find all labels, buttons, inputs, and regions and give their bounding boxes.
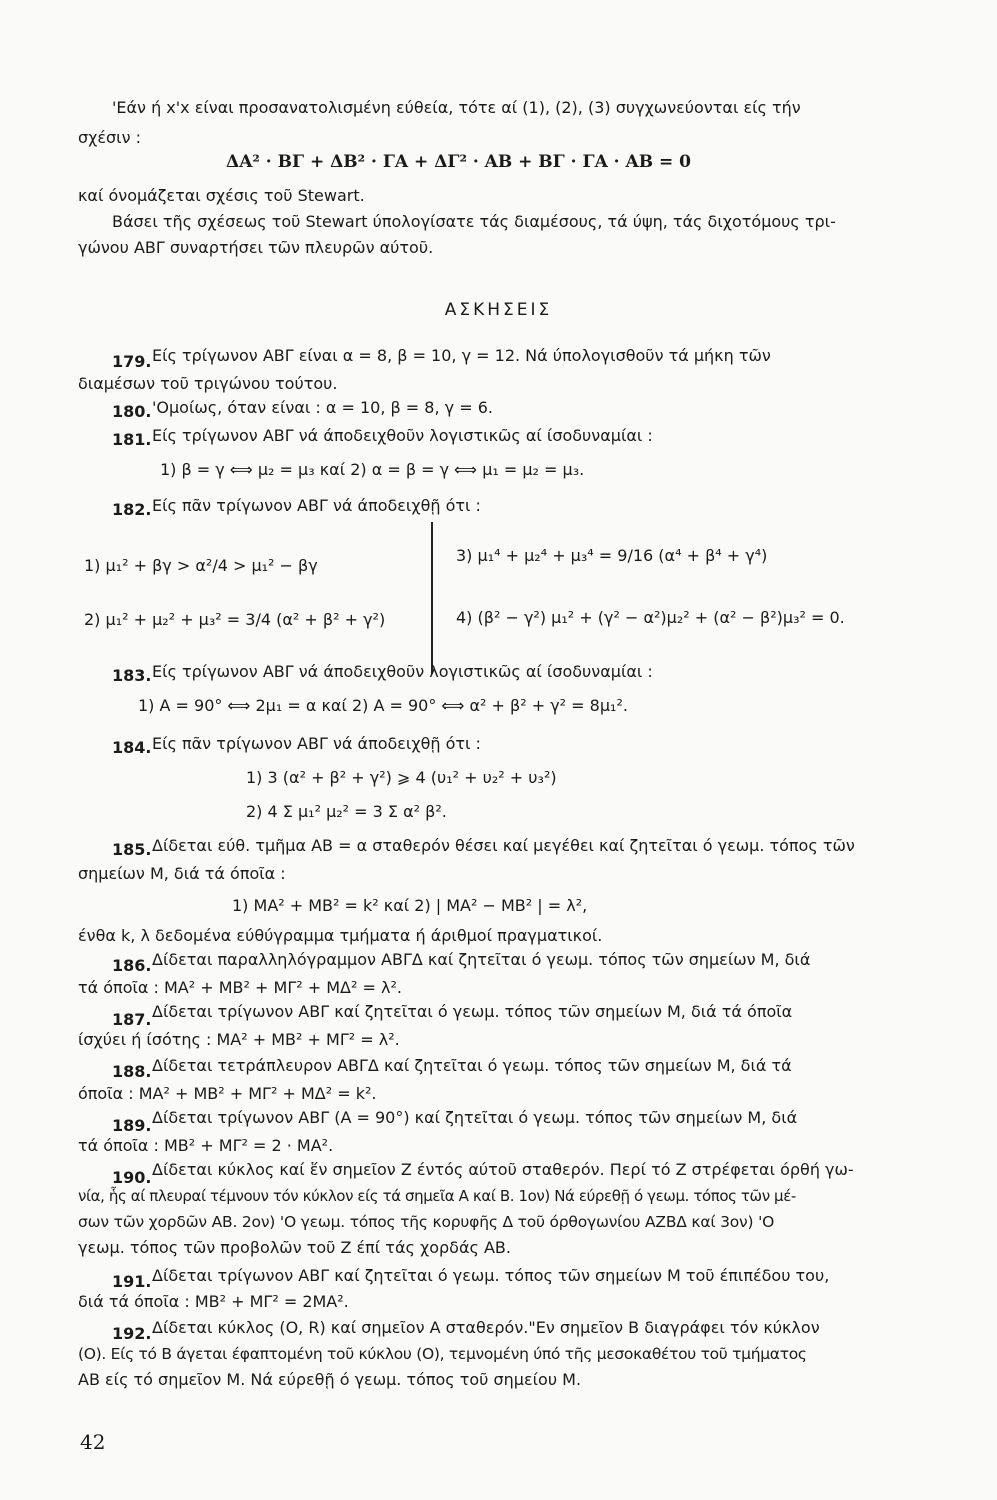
exercise-number: 181.: [112, 430, 152, 449]
equivalence-line: 1) β = γ ⟺ μ₂ = μ₃ καί 2) α = β = γ ⟺ μ₁ = μ₂ = μ₃.: [160, 460, 585, 479]
exercise-text: ίσχύει ή ίσότης : ΜΑ² + ΜΒ² + ΜΓ² = λ².: [78, 1030, 400, 1049]
exercise-text: Δίδεται τρίγωνον ΑΒΓ καί ζητεῖται ό γεωμ. τόπος τῶν σημείων Μ, διά τά όποῖα: [152, 1002, 793, 1021]
exercise-number: 191.: [112, 1272, 152, 1291]
exercise-text: Δίδεται τρίγωνον ΑΒΓ καί ζητεῖται ό γεωμ. τόπος τῶν σημείων Μ τοῦ έπιπέδου του,: [152, 1266, 830, 1285]
exercise-text: Δίδεται εύθ. τμῆμα ΑΒ = α σταθερόν θέσει καί μεγέθει καί ζητεῖται ό γεωμ. τόπος τῶν: [152, 836, 855, 855]
exercise-text: διά τά όποῖα : ΜΒ² + ΜΓ² = 2ΜΑ².: [78, 1292, 349, 1311]
section-heading: ΑΣΚΗΣΕΙΣ: [444, 300, 553, 320]
column-divider: [431, 522, 433, 674]
exercise-text: ΑΒ είς τό σημεῖον Μ. Νά εύρεθῇ ό γεωμ. τόπος τοῦ σημείου Μ.: [78, 1370, 582, 1389]
text-line: σχέσιν :: [78, 128, 141, 147]
exercise-number: 184.: [112, 738, 152, 757]
exercise-number: 189.: [112, 1116, 152, 1135]
exercise-number: 179.: [112, 352, 152, 371]
formula-1: 1) μ₁² + βγ > α²/4 > μ₁² − βγ: [84, 556, 318, 575]
exercise-text: ένθα k, λ δεδομένα εύθύγραμμα τμήματα ή άριθμοί πραγματικοί.: [78, 926, 603, 945]
exercise-number: 188.: [112, 1062, 152, 1081]
identity-line: 2) 4 Σ μ₁² μ₂² = 3 Σ α² β².: [246, 802, 447, 821]
formula-2: 2) μ₁² + μ₂² + μ₃² = 3/4 (α² + β² + γ²): [84, 610, 386, 629]
exercise-text: Είς πᾶν τρίγωνον ΑΒΓ νά άποδειχθῇ ότι :: [152, 496, 481, 515]
text-line: 'Εάν ή x'x είναι προσανατολισμένη εύθεία, τότε αί (1), (2), (3) συγχωνεύονται είς τήν: [112, 98, 801, 117]
exercise-text: Δίδεται τρίγωνον ΑΒΓ (Α = 90°) καί ζητεῖται ό γεωμ. τόπος τῶν σημείων Μ, διά: [152, 1108, 798, 1127]
equivalence-line: 1) Α = 90° ⟺ 2μ₁ = α καί 2) Α = 90° ⟺ α² + β² + γ² = 8μ₁².: [138, 696, 628, 715]
exercise-text: Είς πᾶν τρίγωνον ΑΒΓ νά άποδειχθῇ ότι :: [152, 734, 481, 753]
exercise-number: 180.: [112, 402, 152, 421]
exercise-text: Δίδεται τετράπλευρον ΑΒΓΔ καί ζητεῖται ό γεωμ. τόπος τῶν σημείων Μ, διά τά: [152, 1056, 792, 1075]
exercise-text: διαμέσων τοῦ τριγώνου τούτου.: [78, 374, 338, 393]
text-line: Βάσει τῆς σχέσεως τοῦ Stewart ύπολογίσατε τάς διαμέσους, τά ύψη, τάς διχοτόμους τρι-: [112, 212, 836, 231]
exercise-text: γεωμ. τόπος τῶν προβολῶν τοῦ Ζ έπί τάς χορδάς ΑΒ.: [78, 1238, 511, 1257]
exercise-number: 185.: [112, 840, 152, 859]
exercise-number: 192.: [112, 1324, 152, 1343]
formula-4: 4) (β² − γ²) μ₁² + (γ² − α²)μ₂² + (α² − β²)μ₃² = 0.: [456, 608, 845, 627]
formula-line: 1) ΜΑ² + ΜΒ² = k² καί 2) | ΜΑ² − ΜΒ² | = λ²,: [232, 896, 588, 915]
exercise-text: Είς τρίγωνον ΑΒΓ νά άποδειχθοῦν λογιστικῶς αί ίσοδυναμίαι :: [152, 426, 653, 445]
exercise-number: 182.: [112, 500, 152, 519]
exercise-number: 190.: [112, 1168, 152, 1187]
text-line: γώνου ΑΒΓ συναρτήσει τῶν πλευρῶν αύτοῦ.: [78, 238, 434, 257]
exercise-text: Δίδεται κύκλος καί ἕν σημεῖον Ζ έντός αύτοῦ σταθερόν. Περί τό Ζ στρέφεται όρθή γω-: [152, 1160, 854, 1179]
text-line: καί όνομάζεται σχέσις τοῦ Stewart.: [78, 186, 365, 205]
inequality-line: 1) 3 (α² + β² + γ²) ⩾ 4 (υ₁² + υ₂² + υ₃²): [246, 768, 557, 787]
exercise-text: νία, ἧς αί πλευραί τέμνουν τόν κύκλον είς τά σημεῖα Α καί Β. 1ον) Νά εύρεθῇ ό γεωμ. τόπος τῶν μέ-: [78, 1187, 796, 1205]
exercise-number: 186.: [112, 956, 152, 975]
exercise-text: Δίδεται κύκλος (Ο, R) καί σημεῖον Α σταθερόν."Εν σημεῖον Β διαγράφει τόν κύκλον: [152, 1318, 820, 1337]
exercise-text: Είς τρίγωνον ΑΒΓ νά άποδειχθοῦν λογιστικῶς αί ίσοδυναμίαι :: [152, 662, 653, 681]
page-number: 42: [80, 1430, 106, 1454]
exercise-text: τά όποῖα : ΜΒ² + ΜΓ² = 2 · ΜΑ².: [78, 1136, 334, 1155]
exercise-text: 'Ομοίως, όταν είναι : α = 10, β = 8, γ = 6.: [152, 398, 493, 417]
stewart-formula: ΔΑ² · ΒΓ + ΔΒ² · ΓΑ + ΔΓ² · ΑΒ + ΒΓ · ΓΑ · ΑΒ = 0: [226, 152, 691, 172]
exercise-text: (Ο). Είς τό Β άγεται έφαπτομένη τοῦ κύκλου (Ο), τεμνομένη ύπό τῆς μεσοκαθέτου τοῦ τμήματος: [78, 1345, 807, 1363]
exercise-text: Είς τρίγωνον ΑΒΓ είναι α = 8, β = 10, γ = 12. Νά ύπολογισθοῦν τά μήκη τῶν: [152, 346, 771, 365]
formula-3: 3) μ₁⁴ + μ₂⁴ + μ₃⁴ = 9/16 (α⁴ + β⁴ + γ⁴): [456, 546, 768, 565]
exercise-text: τά όποῖα : ΜΑ² + ΜΒ² + ΜΓ² + ΜΔ² = λ².: [78, 978, 402, 997]
exercise-number: 187.: [112, 1010, 152, 1029]
exercise-text: σων τῶν χορδῶν ΑΒ. 2ον) 'Ο γεωμ. τόπος τῆς κορυφῆς Δ τοῦ όρθογωνίου ΑΖΒΔ καί 3ον) 'Ο: [78, 1213, 775, 1231]
exercise-number: 183.: [112, 666, 152, 685]
exercise-text: Δίδεται παραλληλόγραμμον ΑΒΓΔ καί ζητεῖται ό γεωμ. τόπος τῶν σημείων Μ, διά: [152, 950, 811, 969]
exercise-text: σημείων Μ, διά τά όποῖα :: [78, 864, 286, 883]
exercise-text: όποῖα : ΜΑ² + ΜΒ² + ΜΓ² + ΜΔ² = k².: [78, 1084, 377, 1103]
